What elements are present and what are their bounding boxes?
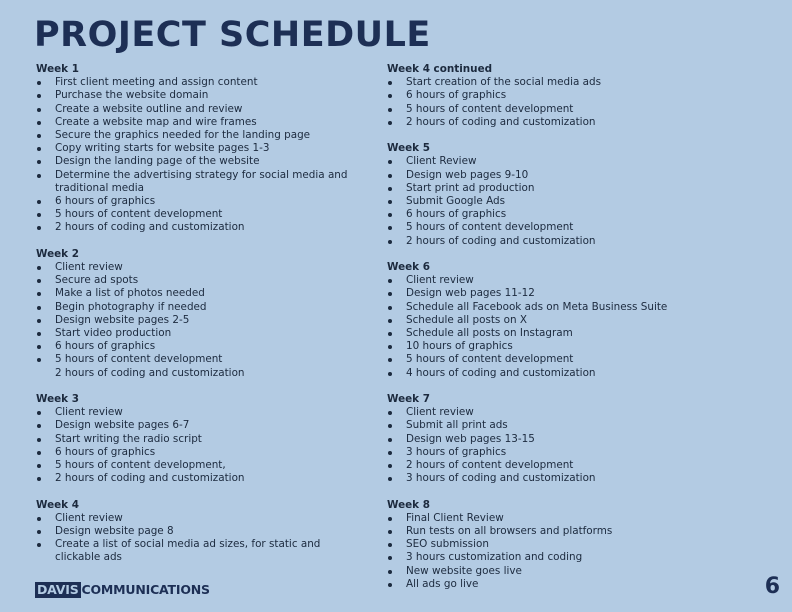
task-item: Create a list of social media ad sizes, for static and clickable ads <box>36 538 356 564</box>
task-item: All ads go live <box>387 578 687 591</box>
week-heading: Week 4 <box>36 498 79 511</box>
task-item: Start creation of the social media ads <box>387 76 687 89</box>
task-item: Design website page 8 <box>36 525 356 538</box>
task-item: 6 hours of graphics <box>387 89 687 102</box>
task-item: Make a list of photos needed <box>36 287 356 300</box>
week-section <box>387 393 687 485</box>
task-item: Submit all print ads <box>387 419 687 432</box>
task-item: Design web pages 11-12 <box>387 287 687 300</box>
task-item: Create a website map and wire frames <box>36 116 356 129</box>
task-item: 5 hours of content development <box>387 353 687 366</box>
task-item: 6 hours of graphics <box>387 208 687 221</box>
week-heading: Week 7 <box>387 392 430 405</box>
task-item: 2 hours of coding and customization <box>36 221 356 234</box>
task-item: Start video production <box>36 327 356 340</box>
week-heading: Week 3 <box>36 393 79 406</box>
week-heading: Week 6 <box>387 260 430 273</box>
week-heading: Week 4 continued <box>387 63 493 75</box>
task-item: 5 hours of content development <box>387 103 687 116</box>
task-list <box>36 261 356 380</box>
week-section <box>387 142 687 248</box>
week-heading: Week 5 <box>387 142 430 155</box>
task-list <box>36 76 356 234</box>
task-item: Schedule all Facebook ads on Meta Business Suite <box>387 301 687 314</box>
task-item: Client Review <box>387 155 687 168</box>
week-section <box>387 63 687 129</box>
task-item: Start writing the radio script <box>36 433 356 446</box>
task-item: Copy writing starts for website pages 1-3 <box>36 142 356 155</box>
task-item: Design website pages 6-7 <box>36 419 356 432</box>
task-item: Client review <box>36 261 356 274</box>
task-item: Final Client Review <box>387 512 687 525</box>
week-heading: Week 2 <box>36 247 79 260</box>
task-item: 6 hours of graphics <box>36 446 356 459</box>
task-list <box>36 512 356 565</box>
task-item: Design website pages 2-5 <box>36 314 356 327</box>
week-section <box>36 248 356 380</box>
task-item: 6 hours of graphics <box>36 340 356 353</box>
task-item: 5 hours of content development, <box>36 459 356 472</box>
week-heading: Week 8 <box>387 498 430 511</box>
task-item: 6 hours of graphics <box>36 195 356 208</box>
task-item: Begin photography if needed <box>36 301 356 314</box>
task-item: Submit Google Ads <box>387 195 687 208</box>
task-list <box>387 512 687 591</box>
schedule-column-right <box>387 63 687 604</box>
task-item: Create a website outline and review <box>36 103 356 116</box>
task-item: Run tests on all browsers and platforms <box>387 525 687 538</box>
company-logo <box>35 582 210 598</box>
task-item: 5 hours of content development <box>36 353 356 366</box>
task-item: 2 hours of content development <box>387 459 687 472</box>
task-list <box>387 274 687 380</box>
task-item: Secure ad spots <box>36 274 356 287</box>
task-list <box>36 406 356 485</box>
task-item: 5 hours of content development <box>387 221 687 234</box>
logo-box-text: DAVIS <box>37 582 79 597</box>
task-item: Schedule all posts on Instagram <box>387 327 687 340</box>
page-number: 6 <box>764 574 780 599</box>
task-item: Determine the advertising strategy for social media and traditional media <box>36 169 356 195</box>
task-item: Client review <box>36 512 356 525</box>
task-item: Design web pages 13-15 <box>387 433 687 446</box>
task-item: Secure the graphics needed for the landing page <box>36 129 356 142</box>
task-list <box>387 76 687 129</box>
logo-text: COMMUNICATIONS <box>81 582 210 597</box>
task-item: Start print ad production <box>387 182 687 195</box>
task-list <box>387 155 687 247</box>
week-heading: Week 1 <box>36 63 79 75</box>
task-item: 3 hours customization and coding <box>387 551 687 564</box>
task-item: Schedule all posts on X <box>387 314 687 327</box>
task-list <box>387 406 687 485</box>
task-item: 2 hours of coding and customization <box>36 472 356 485</box>
task-item: 4 hours of coding and customization <box>387 367 687 380</box>
task-item: Client review <box>387 274 687 287</box>
page-title: PROJECT SCHEDULE <box>34 15 431 55</box>
task-item: 3 hours of graphics <box>387 446 687 459</box>
task-item: 5 hours of content development <box>36 208 356 221</box>
week-section <box>36 499 356 565</box>
task-item: First client meeting and assign content <box>36 76 356 89</box>
week-section <box>387 261 687 380</box>
task-item: New website goes live <box>387 565 687 578</box>
task-item: 2 hours of coding and customization <box>387 116 687 129</box>
task-item: Client review <box>36 406 356 419</box>
task-item: 2 hours of coding and customization <box>55 366 245 379</box>
week-section <box>36 393 356 485</box>
week-section <box>36 63 356 235</box>
task-item: Design the landing page of the website <box>36 155 356 168</box>
task-item: 2 hours of coding and customization <box>387 235 687 248</box>
task-item: SEO submission <box>387 538 687 551</box>
schedule-column-left <box>36 63 356 578</box>
task-item: 3 hours of coding and customization <box>387 472 687 485</box>
task-item: Client review <box>387 406 687 419</box>
task-item: Purchase the website domain <box>36 89 356 102</box>
task-item: 10 hours of graphics <box>387 340 687 353</box>
task-item: Design web pages 9-10 <box>387 169 687 182</box>
week-section <box>387 499 687 591</box>
